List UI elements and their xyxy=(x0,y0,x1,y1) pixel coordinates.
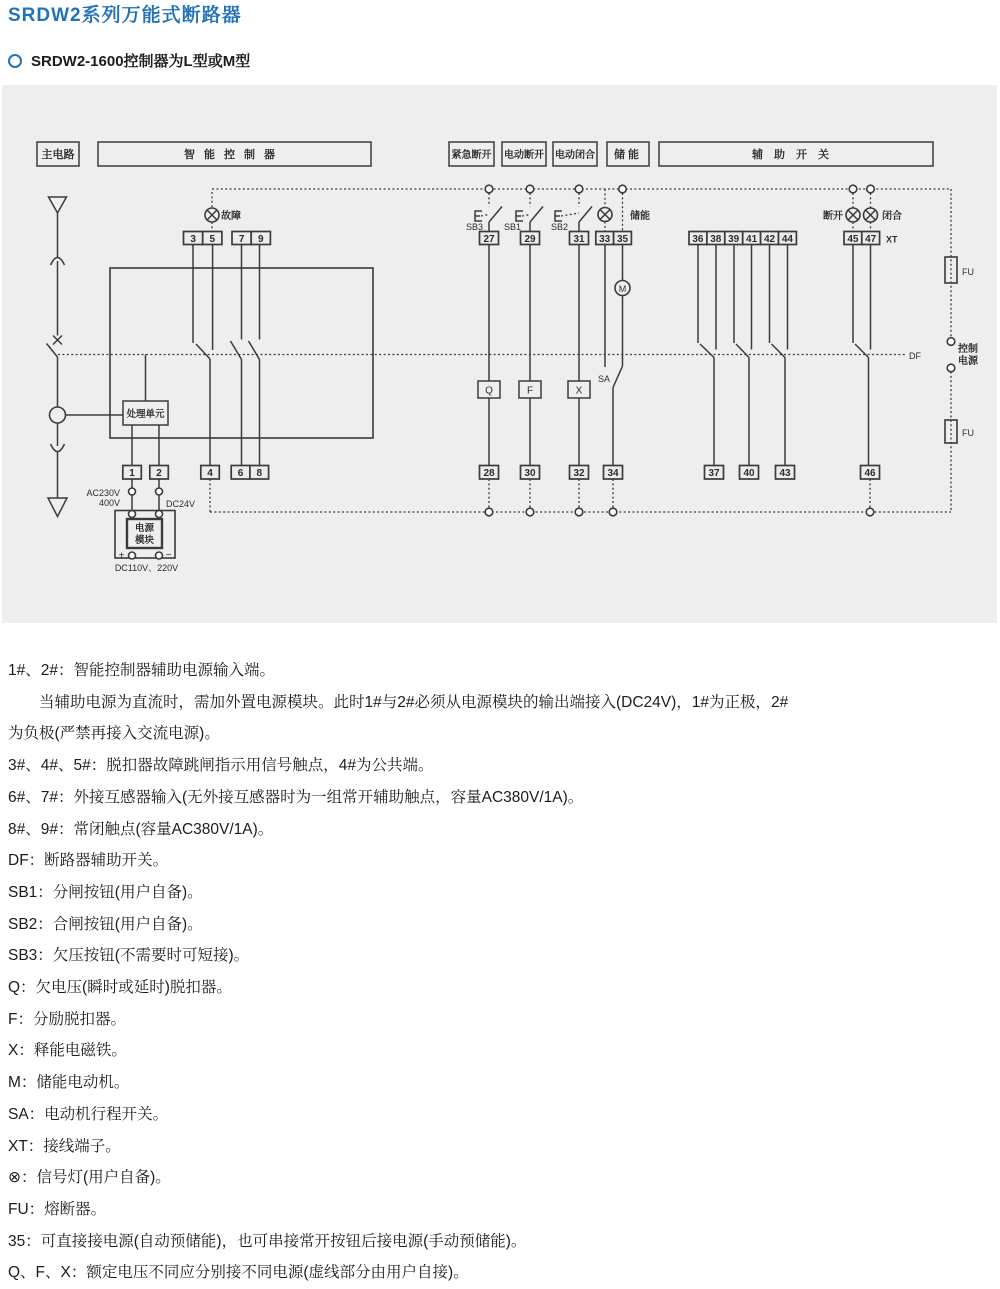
note-line: SB2：合闸按钮(用户自备)。 xyxy=(8,915,203,933)
svg-text:46: 46 xyxy=(864,468,876,479)
svg-text:7: 7 xyxy=(238,233,245,245)
dc110-label: DC110V、220V xyxy=(114,563,179,573)
note-line: XT：接线端子。 xyxy=(8,1137,121,1155)
svg-text:44: 44 xyxy=(781,233,793,245)
terminal-row-top xyxy=(184,232,899,245)
svg-text:1: 1 xyxy=(129,468,135,479)
svg-text:34: 34 xyxy=(607,468,619,479)
svg-text:2: 2 xyxy=(156,468,162,479)
note-line: ⊗：信号灯(用户自备)。 xyxy=(8,1169,171,1187)
close-label: 闭合 xyxy=(882,211,902,222)
processing-unit xyxy=(123,355,168,466)
note-line: F：分励脱扣器。 xyxy=(8,1010,126,1028)
sb3-label: SB3 xyxy=(466,222,484,232)
svg-text:41: 41 xyxy=(746,233,758,245)
note-line: SB3：欠压按钮(不需要时可短接)。 xyxy=(8,947,250,965)
svg-text:33: 33 xyxy=(599,233,611,245)
pushbutton-sb1 xyxy=(504,193,543,232)
control-supply-rail xyxy=(945,257,979,443)
svg-text:43: 43 xyxy=(779,468,791,479)
df-label: DF xyxy=(909,351,921,361)
ctrl-supply-label-2: 电源 xyxy=(958,356,978,367)
sb1-label: SB1 xyxy=(504,222,522,232)
subtitle-text: SRDW2-1600控制器为L型或M型 xyxy=(31,53,251,70)
storage-lamp xyxy=(598,189,650,232)
svg-text:35: 35 xyxy=(616,233,629,245)
svg-text:8: 8 xyxy=(256,468,263,479)
note-line: 8#、9#：常闭触点(容量AC380V/1A)。 xyxy=(8,820,274,838)
svg-text:M: M xyxy=(618,283,627,294)
svg-text:电动闭合: 电动闭合 xyxy=(555,150,595,161)
ac230-label: AC230V xyxy=(86,488,120,498)
svg-text:30: 30 xyxy=(524,468,536,479)
subtitle-row xyxy=(8,50,250,71)
svg-text:储能: 储能 xyxy=(614,149,642,161)
svg-text:9: 9 xyxy=(258,233,264,245)
note-line: 3#、4#、5#：脱扣器故障跳闸指示用信号触点，4#为公共端。 xyxy=(8,757,434,775)
svg-text:X: X xyxy=(575,385,583,397)
diagram-panel xyxy=(2,85,997,623)
terminal-row-bottom xyxy=(123,466,880,480)
open-label: 断开 xyxy=(823,211,843,222)
open-lamp xyxy=(823,193,860,232)
header-emergency-open xyxy=(449,142,494,166)
note-line: Q：欠电压(瞬时或延时)脱扣器。 xyxy=(8,979,232,997)
current-transformer-icon xyxy=(50,407,66,423)
svg-text:+: + xyxy=(118,550,125,562)
header-aux-switch xyxy=(659,142,933,166)
note-line: SA：电动机行程开关。 xyxy=(8,1105,169,1123)
close-lamp xyxy=(864,193,903,232)
svg-text:主电路: 主电路 xyxy=(41,149,75,161)
svg-text:电源: 电源 xyxy=(134,523,155,534)
svg-text:模块: 模块 xyxy=(134,535,155,546)
header-storage xyxy=(607,142,649,166)
svg-text:47: 47 xyxy=(865,233,877,245)
svg-text:45: 45 xyxy=(847,233,859,245)
page-title: SRDW2系列万能式断路器 xyxy=(8,5,242,26)
svg-text:−: − xyxy=(165,550,172,561)
fault-label: 故障 xyxy=(221,211,241,222)
note-line: 35：可直接接电源(自动预储能)，也可串接常开按钮后接电源(手动预储能)。 xyxy=(8,1232,527,1250)
note-line: X：释能电磁铁。 xyxy=(8,1042,127,1060)
svg-text:32: 32 xyxy=(573,468,585,479)
note-line: Q、F、X：额定电压不同应分别接不同电源(虚线部分由用户自接)。 xyxy=(8,1264,469,1282)
note-line: SB1：分闸按钮(用户自备)。 xyxy=(8,883,203,901)
note-line: 6#、7#：外接互感器输入(无外接互感器时为一组常开辅助触点，容量AC380V/1A)。 xyxy=(8,788,584,806)
bus-nodes xyxy=(485,185,874,516)
note-line: M：储能电动机。 xyxy=(8,1074,130,1092)
svg-text:38: 38 xyxy=(710,233,722,245)
fu-top-label: FU xyxy=(962,267,974,277)
header-controller xyxy=(98,142,371,166)
svg-text:40: 40 xyxy=(743,468,755,479)
svg-text:紧急断开: 紧急断开 xyxy=(451,150,492,161)
power-module xyxy=(86,479,195,573)
svg-text:6: 6 xyxy=(237,468,244,479)
main-circuit-column xyxy=(47,197,124,517)
note-line: 1#、2#：智能控制器辅助电源输入端。 xyxy=(8,662,275,679)
header-motor-open xyxy=(502,142,546,166)
storage-lamp-label: 储能 xyxy=(630,211,650,222)
dc24-label: DC24V xyxy=(166,499,196,509)
svg-text:F: F xyxy=(526,385,534,397)
svg-text:29: 29 xyxy=(524,233,536,245)
svg-text:3: 3 xyxy=(190,233,196,245)
svg-text:4: 4 xyxy=(207,468,213,479)
svg-text:42: 42 xyxy=(763,233,776,245)
note-line: 为负极(严禁再接入交流电源)。 xyxy=(8,725,220,743)
svg-text:5: 5 xyxy=(209,233,216,245)
svg-text:39: 39 xyxy=(728,233,740,245)
svg-text:电动断开: 电动断开 xyxy=(504,150,544,161)
note-line: FU：熔断器。 xyxy=(8,1200,107,1218)
fu-bottom-label: FU xyxy=(962,428,974,438)
svg-text:27: 27 xyxy=(483,233,495,245)
note-line: 当辅助电源为直流时，需加外置电源模块。此时1#与2#必须从电源模块的输出端接入(DC24V)，1#为正极，2# xyxy=(8,693,789,711)
pushbutton-sb2 xyxy=(551,193,592,232)
sa-label: SA xyxy=(597,374,610,384)
pushbutton-sb3 xyxy=(466,193,502,232)
wiring-diagram xyxy=(2,85,997,623)
v400-label: 400V xyxy=(98,498,120,508)
svg-text:智能控制器: 智能控制器 xyxy=(184,149,284,161)
sb2-label: SB2 xyxy=(551,222,569,232)
svg-text:辅助开关: 辅助开关 xyxy=(752,149,840,161)
svg-text:31: 31 xyxy=(573,233,585,245)
note-line: DF：断路器辅助开关。 xyxy=(8,852,169,870)
header-motor-close xyxy=(553,142,597,166)
fuse-icon xyxy=(945,420,957,443)
legend-notes xyxy=(8,655,994,1289)
svg-text:37: 37 xyxy=(708,468,720,479)
bullet-circle-icon xyxy=(8,54,22,68)
svg-text:Q: Q xyxy=(485,385,493,397)
ctrl-supply-label-1: 控制 xyxy=(958,344,978,355)
svg-text:28: 28 xyxy=(483,468,495,479)
svg-text:36: 36 xyxy=(692,233,704,245)
svg-text:处理单元: 处理单元 xyxy=(126,409,165,420)
xt-label: XT xyxy=(886,234,898,245)
header-main-circuit xyxy=(37,142,79,166)
fault-lamp xyxy=(205,192,241,232)
